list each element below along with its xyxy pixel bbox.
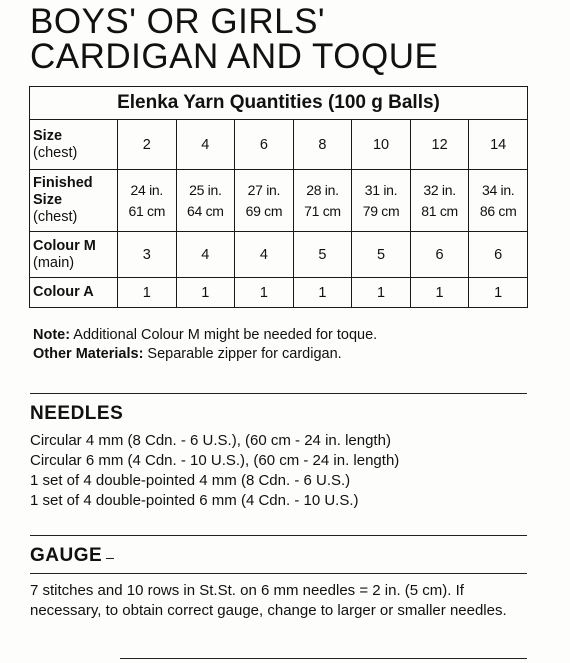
table-row-colour-m [30,232,528,278]
finished-cm: 79 cm [362,202,400,219]
divider-rule [120,658,527,659]
finished-cm: 86 cm [479,202,517,219]
needles-list [30,431,399,511]
finished-inches: 24 in. [130,181,163,198]
table-row-size [30,120,528,170]
colour-m-cell: 6 [410,232,469,278]
note-label: Note: [33,327,71,343]
colour-m-cell: 5 [352,232,411,278]
note-line [33,326,377,345]
colour-a-cell: 1 [352,278,411,308]
gauge-text: 7 stitches and 10 rows in St.St. on 6 mm needles = 2 in. (5 cm). If necessary, to obtain correct gauge, change to larger or smaller needles. [30,582,507,619]
colour-m-cell: 5 [293,232,352,278]
title-line-1: BOYS' OR GIRLS' [30,2,326,41]
needle-line: Circular 4 mm (8 Cdn. - 6 U.S.), (60 cm - 24 in. length) [30,432,391,449]
finished-cell [118,170,177,232]
row-label-colour-a-bold: Colour A [33,284,94,300]
row-label-size [30,120,118,170]
title-line-2: CARDIGAN AND TOQUE [30,37,439,76]
colour-m-cell: 3 [118,232,177,278]
finished-cell [410,170,469,232]
size-cell: 2 [118,120,177,170]
finished-inches: 25 in. [189,181,222,198]
needle-line: 1 set of 4 double-pointed 6 mm (4 Cdn. - 10 U.S.) [30,492,359,509]
finished-inches: 31 in. [364,181,398,198]
finished-cm: 71 cm [304,202,341,219]
table-row-finished-size [30,170,528,232]
table-row-colour-a [30,278,528,308]
gauge-heading: GAUGE [30,545,103,566]
materials-line [33,345,377,364]
needles-heading: NEEDLES [30,403,124,424]
needle-line: 1 set of 4 double-pointed 4 mm (8 Cdn. - 6 U.S.) [30,472,351,489]
size-cell: 4 [176,120,235,170]
pattern-title [30,4,438,74]
row-label-finished [30,170,118,232]
finished-cell [469,170,528,232]
colour-a-cell: 1 [410,278,469,308]
note-text: Additional Colour M might be needed for toque. [70,327,378,343]
size-cell: 8 [293,120,352,170]
finished-cm: 61 cm [128,202,166,219]
table-caption: Elenka Yarn Quantities (100 g Balls) [30,87,528,120]
finished-cell [293,170,352,232]
row-label-colour-m-sub: (main) [33,254,75,271]
colour-a-cell: 1 [176,278,235,308]
colour-m-cell: 6 [469,232,528,278]
finished-cell [176,170,235,232]
finished-inches: 32 in. [423,181,456,198]
finished-cm: 69 cm [245,202,283,219]
colour-a-cell: 1 [469,278,528,308]
gauge-heading-row [30,545,114,567]
divider-rule [30,573,527,574]
row-label-finished-bold-2: Size [33,192,63,208]
finished-cm: 64 cm [187,202,224,219]
finished-cell [235,170,294,232]
colour-a-cell: 1 [118,278,177,308]
underline-mark [106,558,114,559]
size-cell: 6 [235,120,294,170]
finished-inches: 34 in. [481,181,515,198]
row-label-colour-m-bold: Colour M [33,237,96,254]
colour-m-cell: 4 [176,232,235,278]
size-cell: 14 [469,120,528,170]
row-label-finished-sub: (chest) [33,209,78,225]
finished-inches: 27 in. [247,181,281,198]
finished-cm: 81 cm [421,202,458,219]
size-cell: 12 [410,120,469,170]
row-label-colour-a [30,278,118,308]
notes-block [33,326,377,364]
materials-label: Other Materials: [33,346,144,362]
table-caption-row [30,87,528,120]
row-label-colour-m [30,232,118,278]
size-cell: 10 [352,120,411,170]
colour-a-cell: 1 [293,278,352,308]
colour-a-cell: 1 [235,278,294,308]
needle-line: Circular 6 mm (4 Cdn. - 10 U.S.), (60 cm - 24 in. length) [30,452,400,469]
materials-text: Separable zipper for cardigan. [143,346,342,362]
finished-cell [352,170,411,232]
row-label-finished-bold-1: Finished [33,175,93,191]
colour-m-cell: 4 [235,232,294,278]
row-label-size-bold: Size [33,127,63,144]
divider-rule [30,535,527,536]
yarn-quantity-table [29,86,528,308]
finished-inches: 28 in. [306,181,339,198]
row-label-size-sub: (chest) [33,144,78,161]
divider-rule [30,393,527,394]
